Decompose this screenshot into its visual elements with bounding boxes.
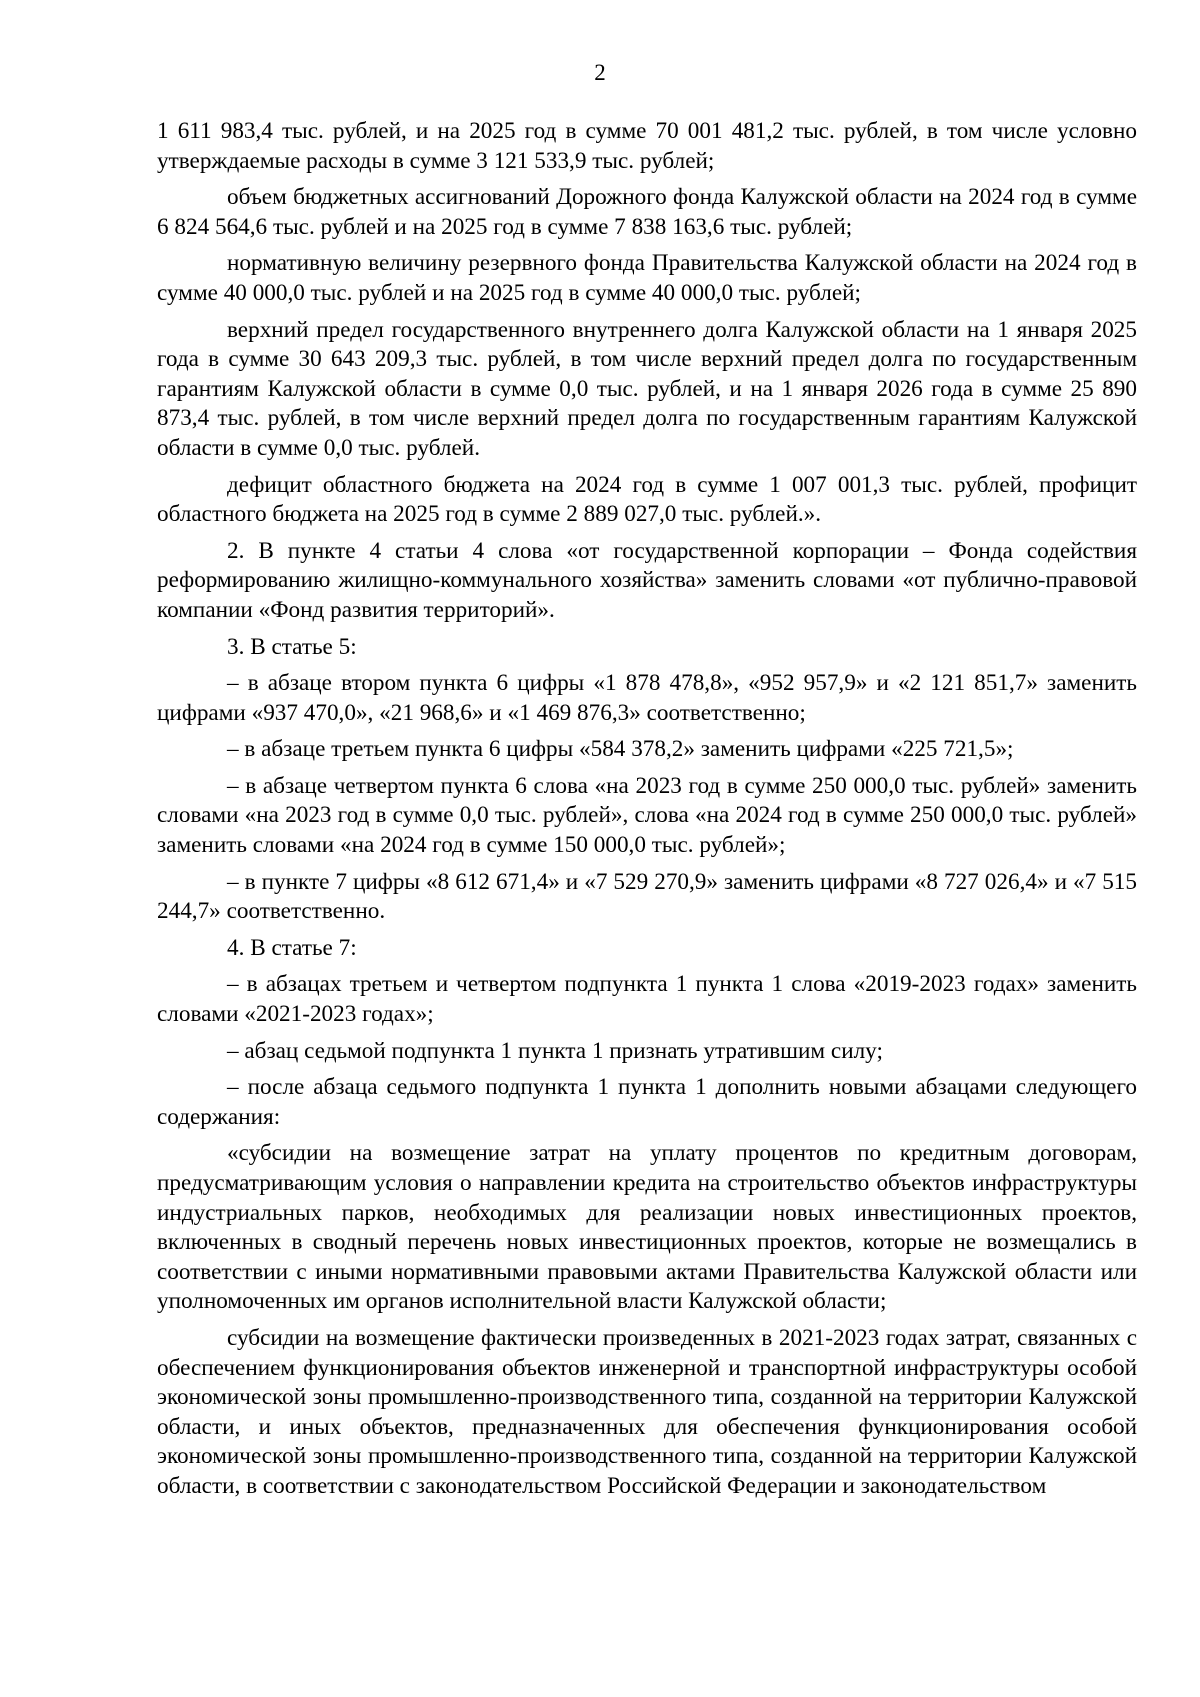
page-number: 2	[594, 60, 606, 85]
paragraph-quoted-subsidy-2: субсидии на возмещение фактически произведенных в 2021-2023 годах затрат, связанных с обеспечением функционирования объектов инженерной и транспортной инфраструктуры особой экономической зоны промышленно-производственного типа, созданной на территории Калужской области, и иных объектов, предназначенных для обеспечения функционирования особой экономической зоны промышленно-производственного типа, созданной на территории Калужской области, в соответствии с законодательством Российской Федерации и законодательством	[157, 1324, 1137, 1499]
paragraph-item-3-subitem-1: – в абзаце втором пункта 6 цифры «1 878 478,8», «952 957,9» и «2 121 851,7» заменить цифрами «937 470,0», «21 968,6» и «1 469 876,3» соответственно;	[157, 670, 1137, 726]
paragraph-item-3-subitem-4: – в пункте 7 цифры «8 612 671,4» и «7 529 270,9» заменить цифрами «8 727 026,4» и «7 515 244,7» соответственно.	[157, 868, 1137, 925]
paragraph-budget-2025-continuation: 1 611 983,4 тыс. рублей, и на 2025 год в сумме 70 001 481,2 тыс. рублей, в том числе условно утверждаемые расходы в сумме 3 121 533,9 тыс. рублей;	[157, 118, 1137, 174]
paragraph-item-4-subitem-2: – абзац седьмой подпункта 1 пункта 1 признать утратившим силу;	[227, 1037, 883, 1064]
paragraph-reserve-fund: нормативную величину резервного фонда Правительства Калужской области на 2024 год в сумме 40 000,0 тыс. рублей и на 2025 год в сумме 40 000,0 тыс. рублей;	[157, 250, 1137, 306]
paragraph-deficit-surplus: дефицит областного бюджета на 2024 год в сумме 1 007 001,3 тыс. рублей, профицит областного бюджета на 2025 год в сумме 2 889 027,0 тыс. рублей.».	[157, 471, 1137, 528]
paragraph-item-4-heading: 4. В статье 7:	[227, 934, 357, 961]
paragraph-road-fund: объем бюджетных ассигнований Дорожного фонда Калужской области на 2024 год в сумме 6 824 564,6 тыс. рублей и на 2025 год в сумме 7 838 163,6 тыс. рублей;	[157, 184, 1137, 240]
paragraph-item-2: 2. В пункте 4 статьи 4 слова «от государственной корпорации – Фонда содействия реформированию жилищно-коммунального хозяйства» заменить словами «от публично-правовой компании «Фонд развития территорий».	[157, 537, 1137, 623]
document-body	[157, 117, 1137, 1502]
paragraph-item-4-subitem-1: – в абзацах третьем и четвертом подпункта 1 пункта 1 слова «2019-2023 годах» заменить словами «2021-2023 годах»;	[157, 971, 1137, 1028]
paragraph-item-3-subitem-2: – в абзаце третьем пункта 6 цифры «584 378,2» заменить цифрами «225 721,5»;	[227, 736, 1014, 763]
paragraph-debt-limit: верхний предел государственного внутреннего долга Калужской области на 1 января 2025 года в сумме 30 643 209,3 тыс. рублей, в том числе верхний предел долга по государственным гарантиям Калужской области в сумме 0,0 тыс. рублей, и на 1 января 2026 года в сумме 25 890 873,4 тыс. рублей, в том числе верхний предел долга по государственным гарантиям Калужской области в сумме 0,0 тыс. рублей.	[157, 316, 1137, 461]
paragraph-item-4-subitem-3: – после абзаца седьмого подпункта 1 пункта 1 дополнить новыми абзацами следующего содержания:	[157, 1074, 1137, 1130]
paragraph-item-3-subitem-3: – в абзаце четвертом пункта 6 слова «на 2023 год в сумме 250 000,0 тыс. рублей» заменить словами «на 2023 год в сумме 0,0 тыс. рублей», слова «на 2024 год в сумме 250 000,0 тыс. рублей» заменить словами «на 2024 год в сумме 150 000,0 тыс. рублей»;	[157, 772, 1137, 859]
paragraph-quoted-subsidy-1: «субсидии на возмещение затрат на уплату процентов по кредитным договорам, предусматривающим условия о направлении кредита на строительство объектов инфраструктуры индустриальных парков, необходимых для реализации новых инвестиционных проектов, включенных в сводный перечень новых инвестиционных проектов, которые не возмещались в соответствии с иными нормативными правовыми актами Правительства Калужской области или уполномоченных им органов исполнительной власти Калужской области;	[157, 1140, 1137, 1315]
paragraph-item-3-heading: 3. В статье 5:	[227, 633, 357, 660]
